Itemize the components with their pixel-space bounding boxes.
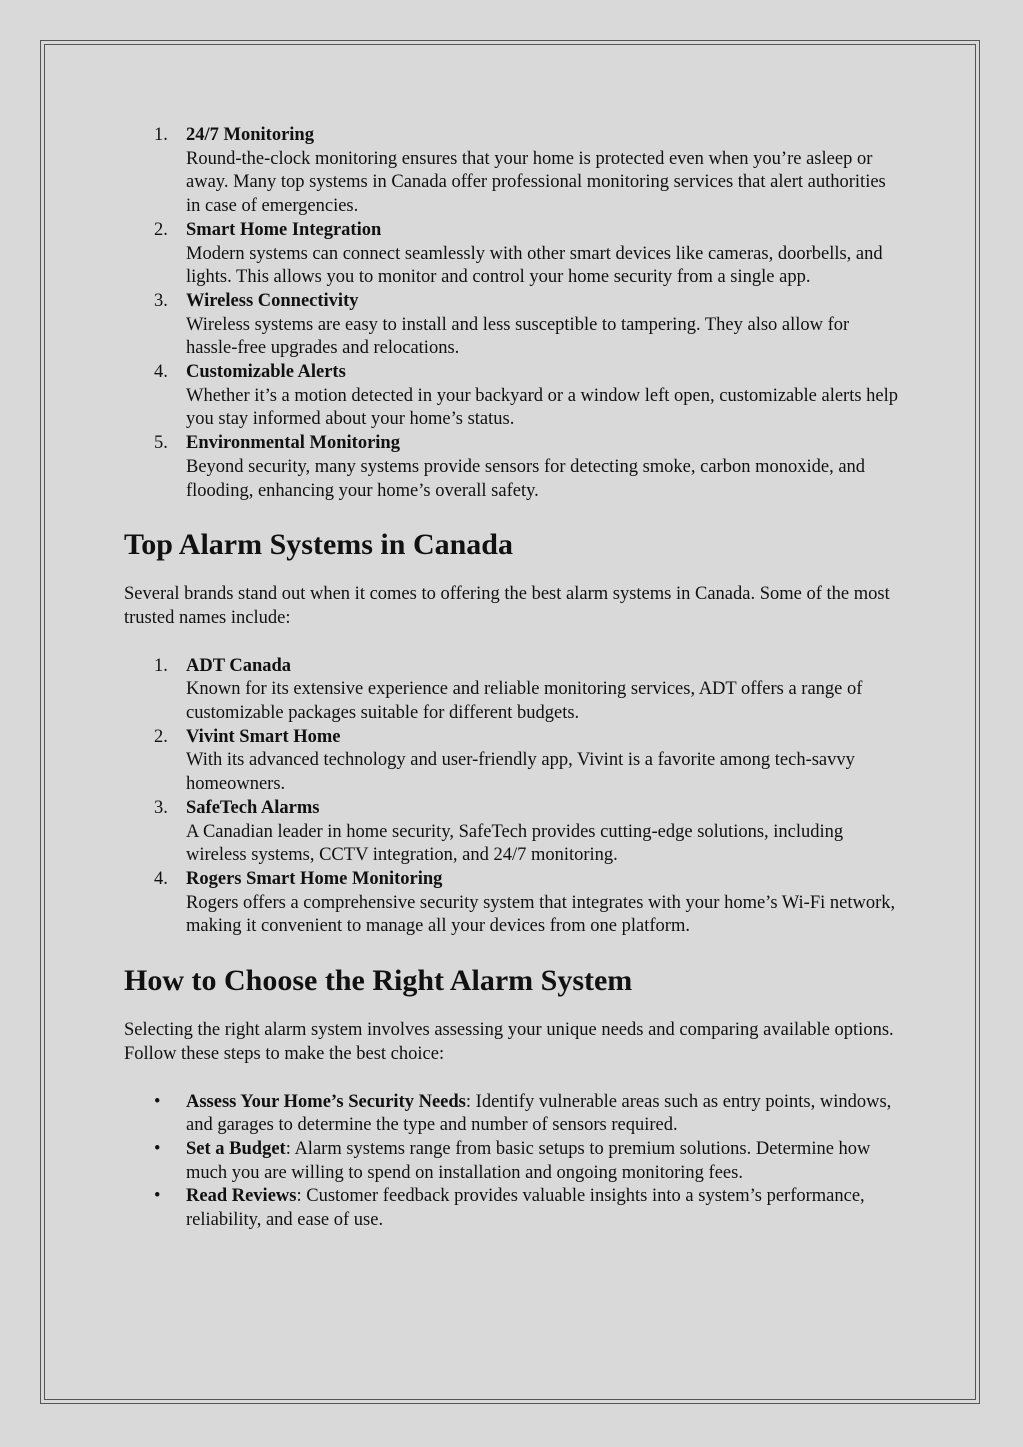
document-content [124, 124, 904, 1233]
system-description: A Canadian leader in home security, SafeTech provides cutting-edge solutions, including wireless systems, CCTV integration, and 24/7 monitoring. [186, 821, 844, 866]
feature-title: Wireless Connectivity [186, 290, 359, 311]
step-title: Read Reviews [186, 1186, 297, 1207]
feature-description: Wireless systems are easy to install and less susceptible to tampering. They also allow for hassle-free upgrades and relocations. [186, 314, 850, 359]
feature-title: 24/7 Monitoring [186, 125, 314, 145]
list-item [154, 290, 904, 361]
top-systems-list [124, 655, 904, 939]
list-item [154, 797, 904, 868]
feature-description: Whether it’s a motion detected in your backyard or a window left open, customizable alerts help you stay informed about your home’s status. [186, 385, 899, 430]
feature-description: Beyond security, many systems provide sensors for detecting smoke, carbon monoxide, and flooding, enhancing your home’s overall safety. [186, 456, 866, 501]
step-description: : Identify vulnerable areas such as entry points, windows, and garages to determine the type and number of sensors required. [186, 1091, 892, 1136]
feature-title: Customizable Alerts [186, 362, 346, 383]
list-item [154, 1091, 904, 1138]
list-number: 3. [154, 797, 168, 818]
section-intro: Selecting the right alarm system involves assessing your unique needs and comparing available options. Follow these steps to make the best choice: [124, 1020, 894, 1064]
system-title: SafeTech Alarms [186, 797, 320, 818]
system-description: Rogers offers a comprehensive security system that integrates with your home’s Wi-Fi network, making it convenient to manage all your devices from one platform. [186, 892, 896, 937]
step-title: Assess Your Home’s Security Needs [186, 1091, 466, 1112]
bullet-icon: • [154, 1138, 161, 1159]
list-number: 4. [154, 362, 168, 383]
list-number: 3. [154, 290, 168, 311]
step-title: Set a Budget [186, 1138, 286, 1159]
list-item [154, 219, 904, 290]
system-description: Known for its extensive experience and reliable monitoring services, ADT offers a range of customizable packages suitable for different budgets. [186, 679, 863, 724]
step-description: : Customer feedback provides valuable insights into a system’s performance, reliability, and ease of use. [186, 1186, 865, 1231]
list-item [154, 1138, 904, 1185]
list-item [154, 1185, 904, 1232]
features-list [124, 124, 904, 503]
list-item [154, 868, 904, 939]
step-description: : Alarm systems range from basic setups to premium solutions. Determine how much you are willing to spend on installation and ongoing monitoring fees. [186, 1138, 871, 1183]
list-item [154, 361, 904, 432]
list-number: 2. [154, 726, 168, 747]
bullet-icon: • [154, 1091, 161, 1112]
list-number: 1. [154, 125, 168, 145]
list-number: 2. [154, 219, 168, 240]
list-number: 4. [154, 868, 168, 889]
list-item [154, 655, 904, 726]
system-title: Rogers Smart Home Monitoring [186, 868, 443, 889]
list-item [154, 124, 904, 219]
section-heading-choose: How to Choose the Right Alarm System [124, 964, 633, 998]
choose-steps-list [124, 1091, 904, 1233]
list-number: 1. [154, 655, 168, 676]
feature-description: Modern systems can connect seamlessly with other smart devices like cameras, doorbells, and lights. This allows you to monitor and control your home security from a single app. [186, 243, 883, 288]
bullet-icon: • [154, 1186, 161, 1207]
section-heading-top-systems: Top Alarm Systems in Canada [124, 528, 513, 562]
feature-title: Environmental Monitoring [186, 433, 400, 454]
feature-description: Round-the-clock monitoring ensures that your home is protected even when you’re asleep or away. Many top systems in Canada offer professional monitoring services that alert authorities in case of emergencies. [186, 148, 886, 217]
system-title: Vivint Smart Home [186, 726, 341, 747]
list-item [154, 432, 904, 503]
system-description: With its advanced technology and user-friendly app, Vivint is a favorite among tech-savvy homeowners. [186, 750, 855, 795]
list-number: 5. [154, 433, 168, 454]
system-title: ADT Canada [186, 655, 292, 676]
feature-title: Smart Home Integration [186, 219, 382, 240]
list-item [154, 726, 904, 797]
section-intro: Several brands stand out when it comes to offering the best alarm systems in Canada. Some of the most trusted names include: [124, 584, 890, 628]
